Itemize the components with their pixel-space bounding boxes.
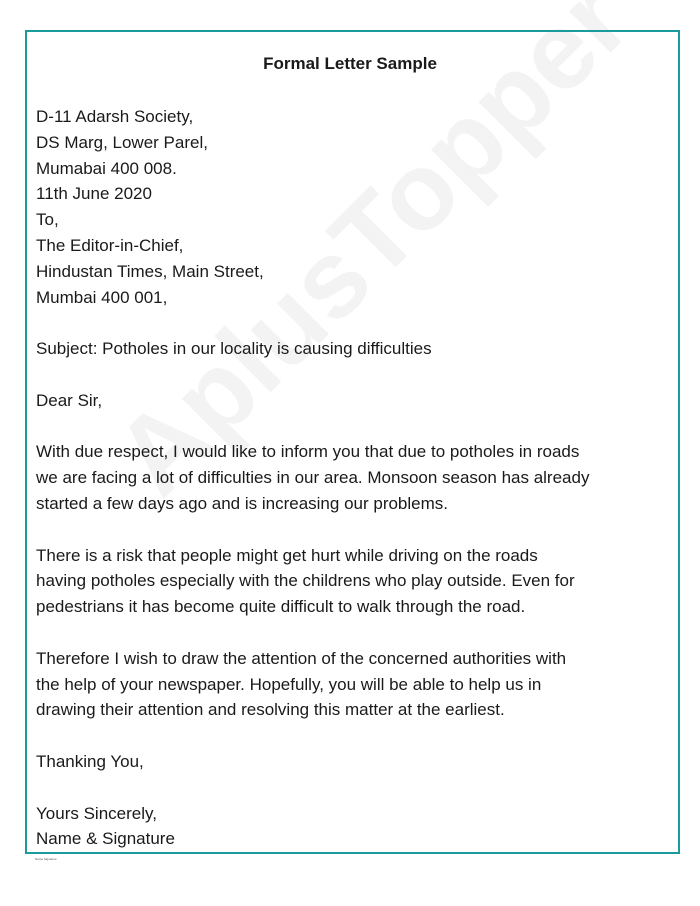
address-line: DS Marg, Lower Parel, [36, 132, 208, 152]
salutation: Dear Sir, [36, 390, 103, 410]
paragraph-line: There is a risk that people might get hurt while driving on the roads [36, 545, 538, 565]
signature-line: Name & Signature [36, 829, 175, 849]
letter-body [36, 104, 589, 852]
letter-date: 11th June 2020 [36, 184, 152, 204]
address-line: Mumabai 400 008. [36, 158, 177, 178]
paragraph-line: having potholes especially with the childrens who play outside. Even for [36, 571, 575, 591]
subject-line: Subject: Potholes in our locality is causing difficulties [36, 339, 432, 359]
paragraph-line: drawing their attention and resolving this matter at the earliest. [36, 700, 505, 720]
paragraph [36, 543, 589, 620]
sign-off: Yours Sincerely, [36, 803, 157, 823]
paragraph [36, 646, 589, 723]
address-line: Mumbai 400 001, [36, 287, 168, 307]
to-label: To, [36, 210, 59, 230]
paragraph-line: Therefore I wish to draw the attention of the concerned authorities with [36, 648, 567, 668]
paragraph-line: With due respect, I would like to inform you that due to potholes in roads [36, 442, 580, 462]
address-line: D-11 Adarsh Society, [36, 107, 194, 126]
address-line: Hindustan Times, Main Street, [36, 261, 264, 281]
page-title: Formal Letter Sample [263, 54, 437, 73]
paragraph [36, 439, 589, 516]
sender-address [36, 104, 589, 181]
paragraph-line: pedestrians it has become quite difficult to walk through the road. [36, 597, 526, 617]
paragraph-line: started a few days ago and is increasing our problems. [36, 493, 449, 513]
recipient-address [36, 233, 589, 310]
address-line: The Editor-in-Chief, [36, 235, 184, 255]
closing: Thanking You, [36, 751, 144, 771]
tiny-footer-text: Name Signature [35, 857, 57, 861]
paragraph-line: the help of your newspaper. Hopefully, you will be able to help us in [36, 674, 542, 694]
paragraph-line: we are facing a lot of difficulties in our area. Monsoon season has already [36, 468, 590, 488]
